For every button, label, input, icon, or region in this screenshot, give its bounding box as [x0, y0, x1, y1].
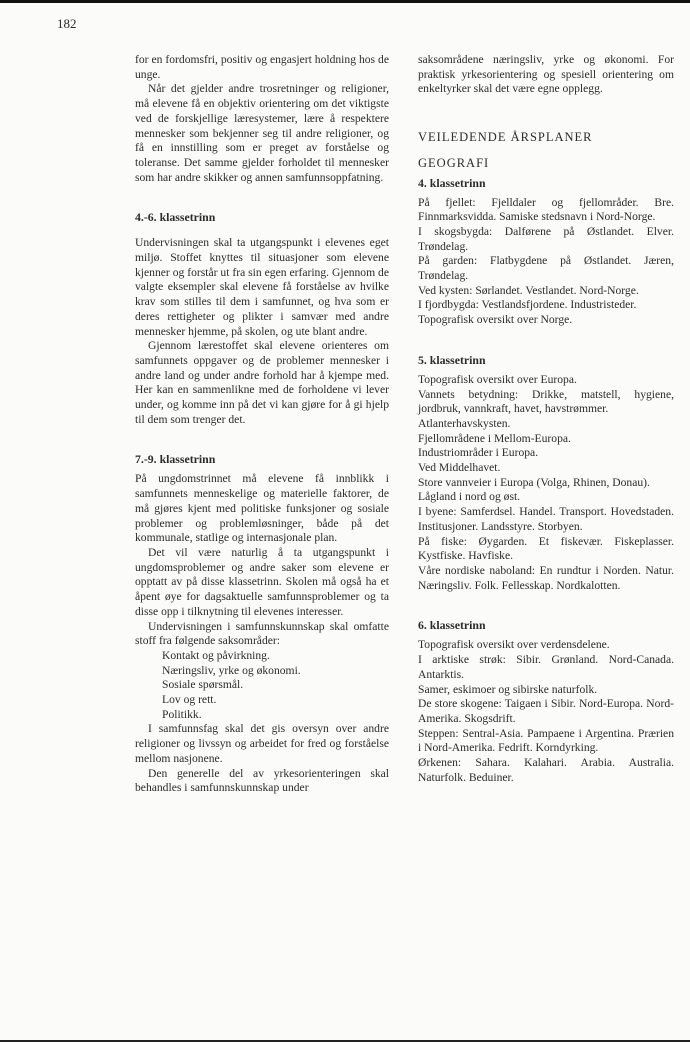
- list-item: Lov og rett.: [162, 693, 217, 707]
- list-item: I skogsbygda: Dalførene på Østlandet. Elver. Trøndelag.: [418, 224, 674, 253]
- list-item: De store skogene: Taigaen i Sibir. Nord-Europa. Nord-Amerika. Skogsdrift.: [418, 697, 674, 725]
- list-item: Atlanterhavskysten.: [418, 416, 511, 430]
- subject-title: GEOGRAFI: [418, 155, 490, 170]
- paragraph: I samfunnsfag skal det gis oversyn over andre religioner og livssyn og arbeidet for fred og forståelse mellom nasjonene.: [135, 722, 389, 765]
- list-item: Topografisk oversikt over verdensdelene.: [418, 638, 610, 652]
- list-item: Lågland i nord og øst.: [418, 490, 521, 504]
- list-item: Store vannveier i Europa (Volga, Rhinen, Donau).: [418, 475, 650, 489]
- list-item: Topografisk oversikt over Europa.: [418, 372, 577, 386]
- paragraph: Det vil være naturlig å ta utgangspunkt i ungdomsproblemer og andre saker som elevene er opptatt av på disse klassetrinn. Skolen må også ha et åpent øye for dagsaktuelle samfunnsproblemer og ta disse opp i tilknytning til elevenes interesser.: [135, 545, 389, 618]
- left-column: [135, 53, 389, 796]
- list-item: Politikk.: [162, 707, 202, 721]
- list-item: Steppen: Sentral-Asia. Pampaene i Argentina. Prærien i Nord-Amerika. Fedrift. Korndyrking.: [418, 726, 674, 755]
- grade-heading-4: 4. klassetrinn: [418, 175, 486, 190]
- list-item: På fjellet: Fjelldaler og fjellområder. Bre. Finnmarksvidda. Samiske stedsnavn i Nord-Norge.: [418, 195, 674, 224]
- right-column: [418, 53, 674, 785]
- list-item: Kontakt og påvirkning.: [162, 648, 270, 662]
- paragraph: Gjennom lærestoffet skal elevene orienteres om samfunnets oppgaver og de problemer mennesker i andre land og under andre forhold har å kjempe med. Her kan en sammenlikne med de forholdene vi lever under, og komme inn på det vi kan gjøre for å gi hjelp til dem som trenger det.: [135, 339, 389, 426]
- list-item: Fjellområdene i Mellom-Europa.: [418, 431, 571, 445]
- list-item: Ved kysten: Sørlandet. Vestlandet. Nord-Norge.: [418, 283, 639, 297]
- list-item: Ved Middelhavet.: [418, 461, 501, 475]
- paragraph: Undervisningen skal ta utgangspunkt i elevenes eget miljø. Stoffet knyttes til situasjoner som elevene kjenner og forstår ut fra sin egen erfaring. Gjennom de valgte eksempler skal elevene få forståelse av hvilke krav som stilles til dem i samfunnet, og hva som er deres rettigheter og plikter i samvær med andre mennesker hjemme, på skolen, og ute blant andre.: [135, 236, 389, 338]
- list-item: På fiske: Øygarden. Et fiskevær. Fiskeplasser. Kystfiske. Havfiske.: [418, 534, 674, 563]
- paragraph: saksområdene næringsliv, yrke og økonomi. For praktisk yrkesorientering og spesiell orientering om enkeltyrker skal det være egne opplegg.: [418, 53, 674, 96]
- page-number: 182: [57, 16, 77, 31]
- list-item: Ørkenen: Sahara. Kalahari. Arabia. Australia. Naturfolk. Beduiner.: [418, 756, 674, 784]
- paragraph: På ungdomstrinnet må elevene få innblikk i samfunnets menneskelige og materielle faktorer, de må gjøres kjent med politiske funksjoner og sosiale problemer og problemløsninger, både på det kommunale, statlige og internasjonale plan.: [135, 472, 389, 545]
- section-heading-4-6: 4.-6. klassetrinn: [135, 210, 216, 225]
- list-item: Våre nordiske naboland: En rundtur i Norden. Natur. Næringsliv. Folk. Fellesskap. Nordkalotten.: [418, 563, 674, 592]
- list-item: Topografisk oversikt over Norge.: [418, 313, 573, 327]
- list-item: I arktiske strøk: Sibir. Grønland. Nord-Canada. Antarktis.: [418, 653, 674, 681]
- paragraph: Den generelle del av yrkesorienteringen skal behandles i samfunnskunnskap under: [135, 766, 389, 795]
- grade-heading-5: 5. klassetrinn: [418, 352, 486, 367]
- subject-area-list: [162, 649, 389, 723]
- top-border: [0, 0, 690, 3]
- list-item: Industriområder i Europa.: [418, 446, 539, 460]
- section-heading-7-9: 7.-9. klassetrinn: [135, 452, 216, 467]
- list-item: I byene: Samferdsel. Handel. Transport. Hovedstaden. Institusjoner. Landsstyre. Storbyen.: [418, 505, 674, 533]
- section-title: VEILEDENDE ÅRSPLANER: [418, 130, 593, 145]
- list-item: Vannets betydning: Drikke, matstell, hygiene, jordbruk, vannkraft, havet, havstrømmer.: [418, 387, 674, 416]
- paragraph: for en fordomsfri, positiv og engasjert holdning hos de unge.: [135, 53, 389, 81]
- paragraph: Undervisningen i samfunnskunnskap skal omfatte stoff fra følgende saksområder:: [135, 619, 389, 648]
- list-item: Næringsliv, yrke og økonomi.: [162, 663, 301, 677]
- list-item: I fjordbygda: Vestlandsfjordene. Industristeder.: [418, 298, 637, 312]
- paragraph: Når det gjelder andre trosretninger og religioner, må elevene få en objektiv orientering om det viktigste ved de forskjellige læresystemer, lære å respektere mennesker som bekjenner seg til andre religioner, og få en innstilling som er preget av forståelse og toleranse. Det samme gjelder forholdet til mennesker som har andre skikker og annen samfunnsoppfatning.: [135, 82, 389, 184]
- list-item: Sosiale spørsmål.: [162, 678, 244, 692]
- list-item: Samer, eskimoer og sibirske naturfolk.: [418, 682, 598, 696]
- list-item: På garden: Flatbygdene på Østlandet. Jæren, Trøndelag.: [418, 254, 674, 283]
- grade-heading-6: 6. klassetrinn: [418, 618, 486, 633]
